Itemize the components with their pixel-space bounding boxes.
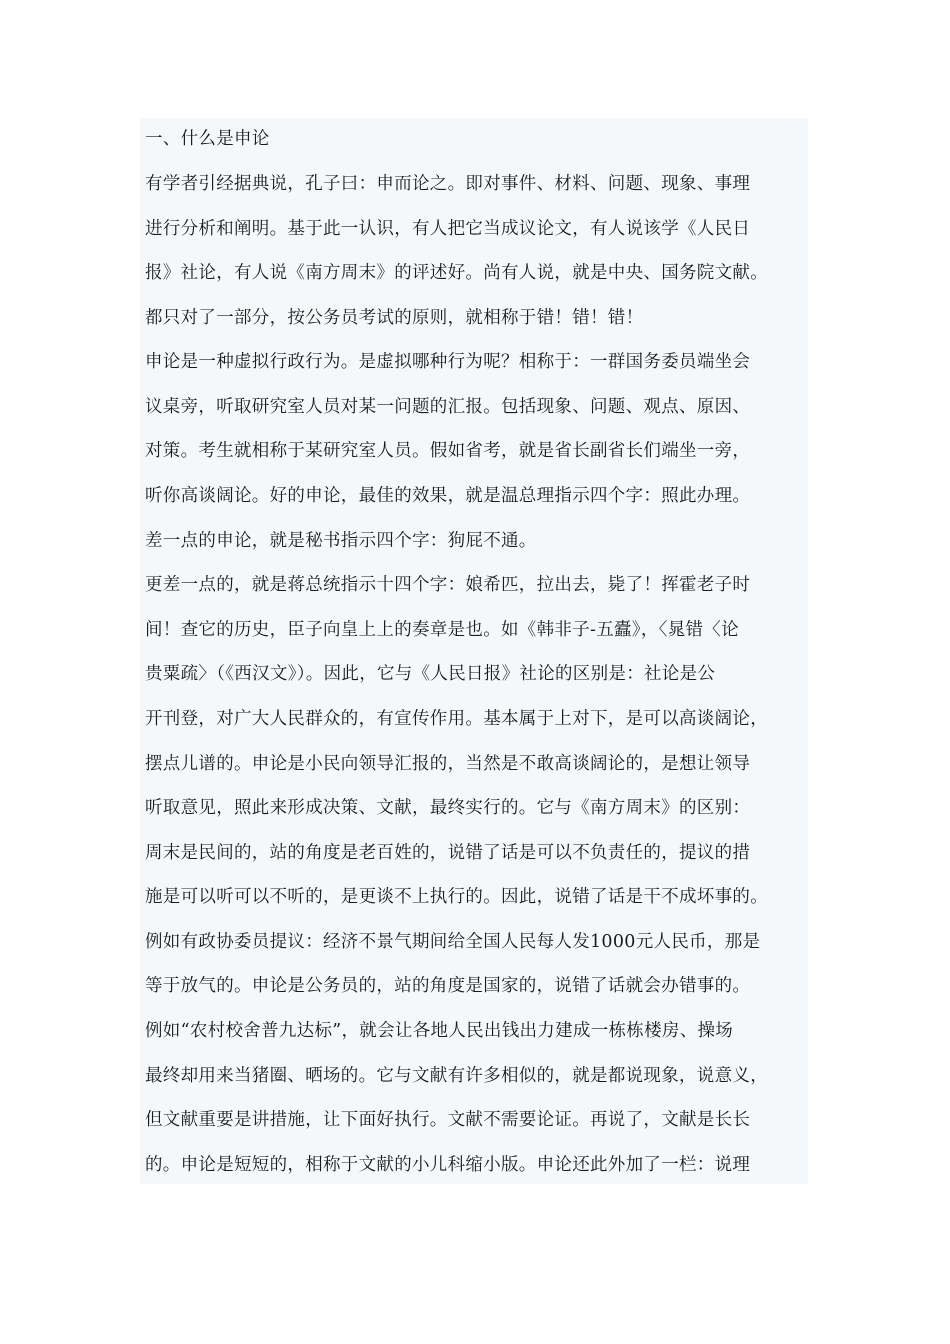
section-heading: 一、什么是申论	[145, 129, 270, 149]
body-line: 申论是一种虚拟行政行为。是虚拟哪种行为呢？相称于：一群国务委员端坐会	[145, 352, 751, 372]
body-line: 都只对了一部分，按公务员考试的原则，就相称于错！错！错！	[145, 308, 644, 328]
body-line: 差一点的申论，就是秘书指示四个字：狗屁不通。	[145, 531, 537, 551]
body-line: 的。申论是短短的，相称于文献的小儿科缩小版。申论还此外加了一栏：说理	[145, 1155, 751, 1175]
body-line: 但文献重要是讲措施，让下面好执行。文献不需要论证。再说了，文献是长长	[145, 1110, 751, 1130]
body-line: 等于放气的。申论是公务员的，站的角度是国家的，说错了话就会办错事的。	[145, 976, 751, 996]
body-line: 报》社论，有人说《南方周末》的评述好。尚有人说，就是中央、国务院文献。	[145, 263, 768, 283]
body-line: 周末是民间的，站的角度是老百姓的，说错了话是可以不负责任的，提议的措	[145, 843, 751, 863]
body-line: 例如“农村校舍普九达标”，就会让各地人民出钱出力建成一栋栋楼房、操场	[145, 1021, 734, 1041]
body-line: 议桌旁，听取研究室人员对某一问题的汇报。包括现象、问题、观点、原因、	[145, 397, 751, 417]
body-line: 对策。考生就相称于某研究室人员。假如省考，就是省长副省长们端坐一旁，	[145, 441, 751, 461]
body-line: 摆点儿谱的。申论是小民向领导汇报的，当然是不敢高谈阔论的，是想让领导	[145, 754, 751, 774]
body-line: 听你高谈阔论。好的申论，最佳的效果，就是温总理指示四个字：照此办理。	[145, 486, 751, 506]
body-line: 施是可以听可以不听的，是更谈不上执行的。因此，说错了话是干不成坏事的。	[145, 887, 768, 907]
body-line: 开刊登，对广大人民群众的，有宣传作用。基本属于上对下，是可以高谈阔论，	[145, 709, 768, 729]
body-line: 有学者引经据典说，孔子曰：申而论之。即对事件、材料、问题、现象、事理	[145, 174, 751, 194]
body-line: 进行分析和阐明。基于此一认识，有人把它当成议论文，有人说该学《人民日	[145, 219, 751, 239]
body-line: 听取意见，照此来形成决策、文献，最终实行的。它与《南方周末》的区别：	[145, 798, 751, 818]
body-line: 更差一点的，就是蒋总统指示十四个字：娘希匹，拉出去，毙了！挥霍老子时	[145, 575, 751, 595]
body-line: 贵粟疏〉（《西汉文》）。因此，它与《人民日报》社论的区别是：社论是公	[145, 664, 716, 684]
body-line: 间！查它的历史，臣子向皇上上的奏章是也。如《韩非子-五蠹》，〈晁错〈论	[145, 620, 739, 640]
body-line: 最终却用来当猪圈、晒场的。它与文献有许多相似的，就是都说现象，说意义，	[145, 1066, 768, 1086]
body-line: 例如有政协委员提议：经济不景气期间给全国人民每人发1000元人民币，那是	[145, 932, 761, 952]
